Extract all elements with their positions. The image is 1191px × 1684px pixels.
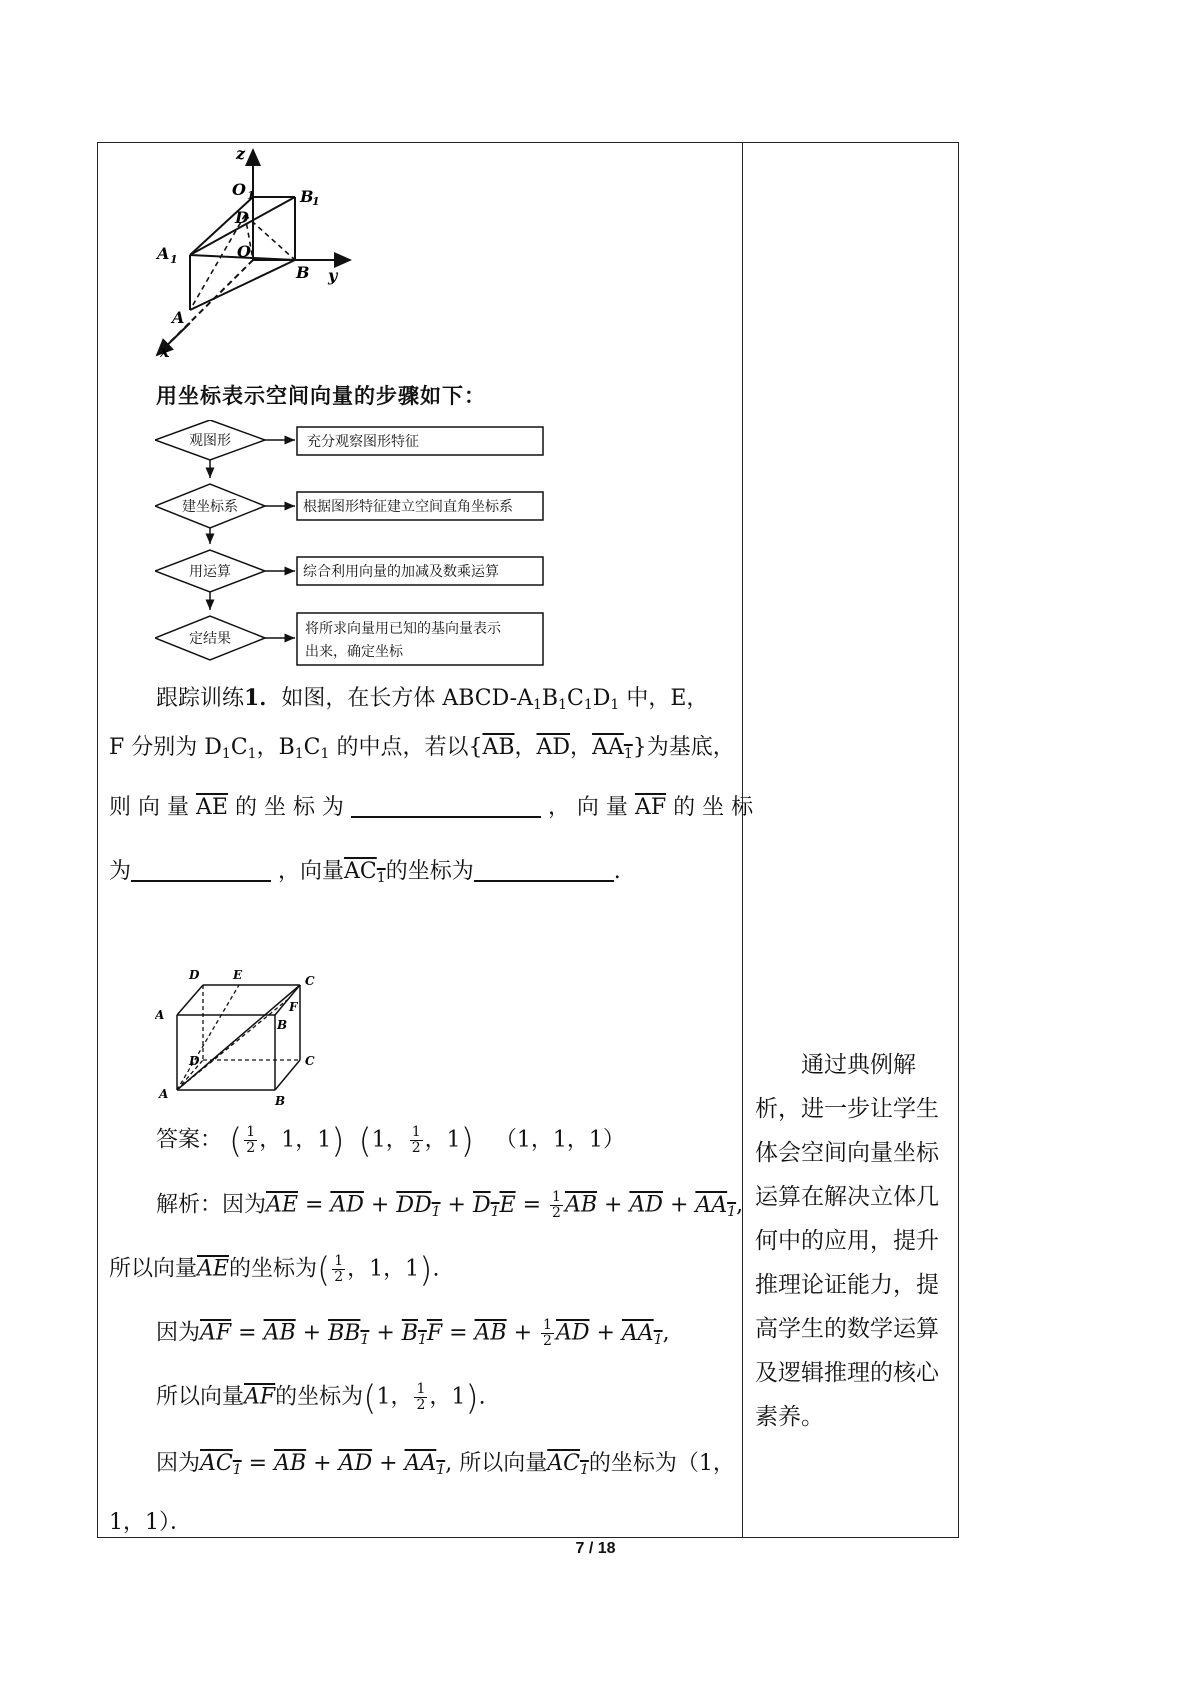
label-o1-sub: 1 xyxy=(247,189,255,202)
label-c1: C xyxy=(305,974,315,988)
label-c: C xyxy=(305,1054,315,1068)
vector-af: $\overline{AF}$ xyxy=(634,795,667,820)
label-b1: B xyxy=(300,187,314,206)
side-note-text: 通过典例解析，进一步让学生体会空间向量坐标运算在解决立体几何中的应用，提升推理论证能力，提高学生的数学运算及逻辑推理的核心素养。 xyxy=(755,1052,939,1430)
answer-2-rest: ，1 xyxy=(424,1127,461,1153)
exercise-line-2: F 分别为 $D_1C_1$，$B_1C_1$ 的中点，若以{$\overline{AB}$，$\overline{AD}$，$AA_1$}为基底， xyxy=(109,733,735,769)
label-d1: D xyxy=(189,968,200,982)
label-o1: O xyxy=(232,180,246,199)
exercise-text-tail: 中，E， xyxy=(626,686,709,711)
exercise-number: 1． xyxy=(244,685,282,711)
text-fragment: 的坐标为 xyxy=(275,1384,364,1410)
analysis-line-1: 解析：因为$\overline{AE} = \overline{AD} + DD_1 + D_1E$ = $\frac{1}{2}$ $\overline{AB} + \overline{AD} + AA_1$, xyxy=(156,1189,744,1221)
label-d-fig2: D xyxy=(189,1054,200,1068)
analysis-line-3: 因为$\overline{AF} = \overline{AB} + BB_1 + B_1F = \overline{AB}$ + $\frac{1}{2}$ $\overline{AD} + AA_1$, xyxy=(156,1317,670,1349)
label-b1-sub: 1 xyxy=(312,195,320,208)
fraction-num: 1 xyxy=(246,1124,256,1140)
vector-ae: $\overline{AE}$ xyxy=(196,795,228,820)
column-divider xyxy=(742,142,743,1538)
label-b: B xyxy=(296,263,310,282)
answer-blank-3[interactable] xyxy=(474,858,614,882)
label-e: E xyxy=(233,968,243,982)
text-fragment: 的坐标为 xyxy=(228,1256,317,1282)
label-x: x xyxy=(160,342,170,361)
exercise-label: 跟踪训练 xyxy=(156,686,245,711)
label-f: F xyxy=(289,1000,298,1014)
vector-ad: $\overline{AD}$ xyxy=(536,735,571,760)
box-3-label: 综合利用向量的加减及数乘运算 xyxy=(303,564,499,580)
page-number: 7 / 18 xyxy=(575,1540,616,1557)
label-o: O xyxy=(237,242,251,261)
exercise-line-3 xyxy=(109,793,753,823)
label-z: z xyxy=(236,145,246,163)
answer-3: （1，1，1） xyxy=(494,1127,625,1153)
text-fragment: 的中点，若以{ xyxy=(336,735,483,760)
coordinate-figure xyxy=(150,145,360,365)
label-d: D xyxy=(235,208,249,227)
answer-blank-1[interactable] xyxy=(351,794,541,818)
fraction xyxy=(244,1125,257,1156)
answer-2-first: 1， xyxy=(371,1127,408,1153)
text-fragment: 所以向量 xyxy=(109,1256,198,1282)
box-1-label: 充分观察图形特征 xyxy=(307,434,419,450)
exercise-text: 如图，在长方体 ABCD-A xyxy=(281,686,533,711)
text-fragment: ，向量 xyxy=(278,859,345,884)
analysis-line-5: 因为$AC_1 = \overline{AB} + \overline{AD} + AA_1$, 所以向量$AC_1$的坐标为（1， xyxy=(156,1451,735,1478)
text-fragment: ， 向 量 xyxy=(547,795,628,820)
answer-1-rest: ，1，1 xyxy=(259,1127,332,1153)
diamond-4-label: 定结果 xyxy=(189,631,231,647)
text-fragment: 的坐标为 xyxy=(385,859,474,884)
text-fragment: }为基底， xyxy=(632,735,735,760)
label-y: y xyxy=(328,266,338,285)
diamond-1-label: 观图形 xyxy=(189,433,231,449)
vector-aa1: $AA_1$ xyxy=(592,735,633,762)
analysis-line-2: 所以向量$\overline{AE}$的坐标为( $\frac{1}{2}$ ，1，1). xyxy=(109,1250,440,1291)
box-4-label-line2: 出来，确定坐标 xyxy=(305,644,403,660)
text-fragment: 因为 xyxy=(156,1451,201,1476)
analysis-line-4: 所以向量$\overline{AF}$的坐标为(1， $\frac{1}{2}$ ，1). xyxy=(156,1378,486,1419)
box-2-label: 根据图形特征建立空间直角坐标系 xyxy=(303,499,513,515)
label-b1-fig2: B xyxy=(277,1018,288,1032)
text-fragment: 的坐标为（1， xyxy=(588,1451,735,1476)
label-a1-sub: 1 xyxy=(170,253,178,266)
text-fragment: 所以向量 xyxy=(156,1384,245,1410)
fraction-den: 2 xyxy=(246,1140,256,1156)
answer-label: 答案： xyxy=(156,1127,223,1153)
fraction xyxy=(410,1125,423,1156)
steps-flowchart xyxy=(155,420,555,670)
text-fragment: F 分别为 D xyxy=(109,735,222,760)
text-fragment: 则 向 量 xyxy=(109,795,189,820)
exercise-line-4 xyxy=(109,857,621,893)
text-fragment: 所以向量 xyxy=(459,1451,548,1476)
side-note xyxy=(755,1043,945,1439)
answer-blank-2[interactable] xyxy=(131,858,271,882)
text-fragment: 为 xyxy=(109,859,132,884)
diamond-3-label: 用运算 xyxy=(189,564,231,580)
diamond-2-label: 建坐标系 xyxy=(182,499,238,515)
analysis-label: 解析：因为 xyxy=(156,1192,267,1218)
text-fragment: ，B xyxy=(256,735,295,760)
fraction-den: 2 xyxy=(411,1140,421,1156)
label-b-fig2: B xyxy=(275,1094,286,1105)
box-4-label-line1: 将所求向量用已知的基向量表示 xyxy=(305,621,501,637)
text-fragment: 因为 xyxy=(156,1320,201,1346)
text-fragment: . xyxy=(613,859,621,884)
label-a1: A xyxy=(157,244,170,263)
vector-ac1: $AC_1$ xyxy=(344,859,386,886)
cuboid-figure xyxy=(155,955,325,1105)
steps-title: 用坐标表示空间向量的步骤如下： xyxy=(156,384,486,408)
label-a-fig2: A xyxy=(159,1087,169,1101)
analysis-line-6: 1，1）． xyxy=(109,1510,192,1535)
fraction-num: 1 xyxy=(411,1124,421,1140)
answer-line: 答案： ( $\frac{1}{2}$ ，1，1) (1， $\frac{1}{2}$ ，1) （1，1，1） xyxy=(156,1121,625,1162)
text-fragment: 的 坐 标 xyxy=(673,795,754,820)
vector-ab: $\overline{AB}$ xyxy=(482,735,515,760)
label-a1-fig2: A xyxy=(155,1008,165,1022)
exercise-line-1: 跟踪训练1．如图，在长方体 ABCD-$A_1B_1C_1D_1$ 中，E， xyxy=(156,685,709,713)
text-fragment: 的 坐 标 为 xyxy=(234,795,344,820)
label-a: A xyxy=(172,308,185,327)
